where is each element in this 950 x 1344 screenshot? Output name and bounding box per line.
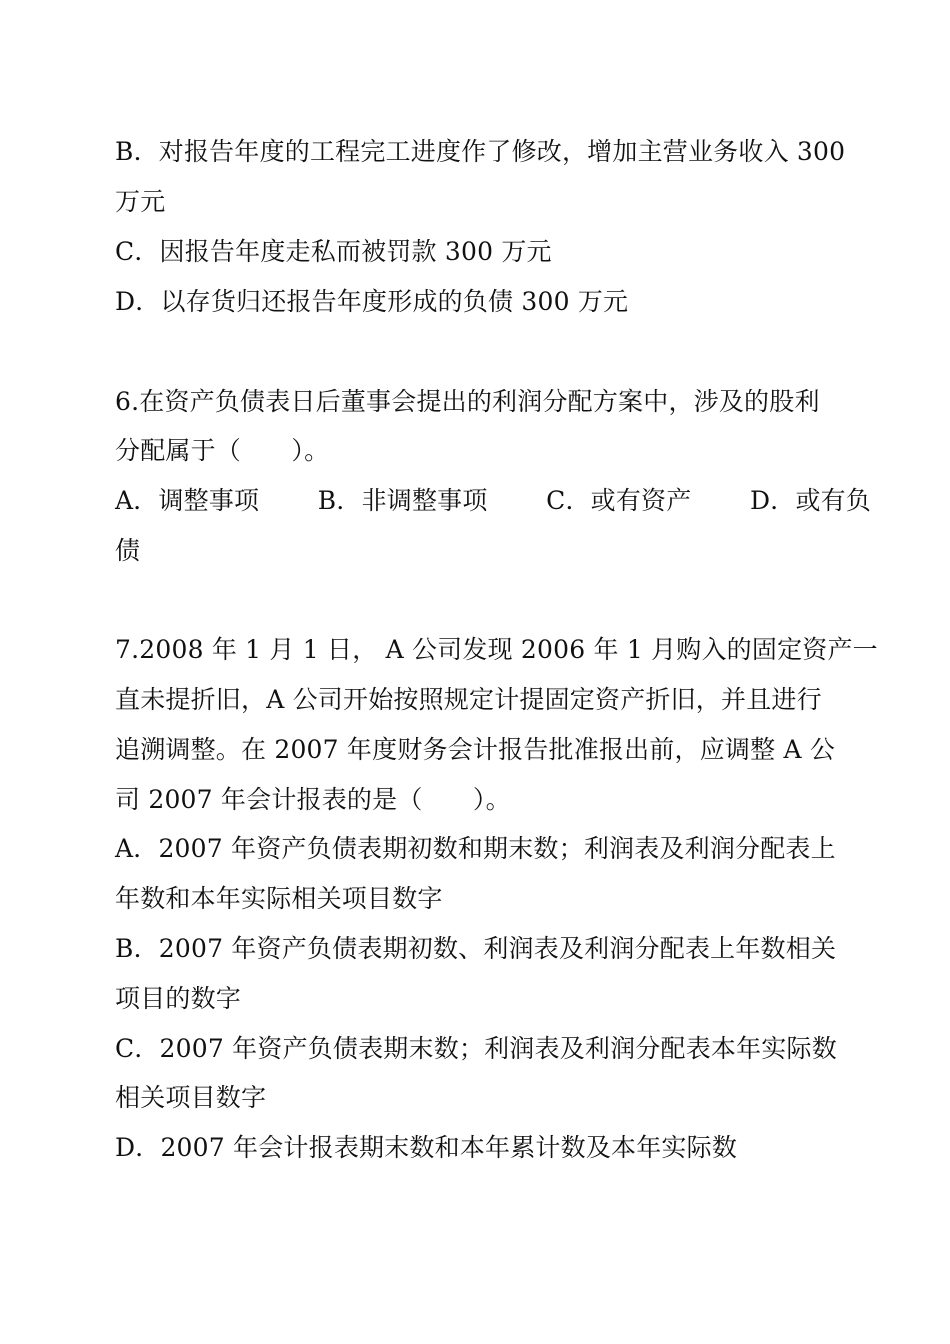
q5-option-b-line2: 万元 <box>115 187 166 216</box>
q7-option-b-line1: B．2007 年资产负债表期初数、利润表及利润分配表上年数相关 <box>115 934 837 963</box>
q7-stem-line3: 追溯调整。在 2007 年度财务会计报告批准报出前，应调整 A 公 <box>115 735 836 764</box>
q5-option-c: C．因报告年度走私而被罚款 300 万元 <box>115 237 552 266</box>
q5-option-d: D．以存货归还报告年度形成的负债 300 万元 <box>115 287 629 316</box>
q6-stem-line2: 分配属于（ ）。 <box>115 436 330 465</box>
q7-option-a-line2: 年数和本年实际相关项目数字 <box>115 884 443 913</box>
q7-option-c-line1: C．2007 年资产负债表期末数；利润表及利润分配表本年实际数 <box>115 1034 837 1063</box>
q6-options-line2: 债 <box>115 536 141 565</box>
q6-stem-line1: 6.在资产负债表日后董事会提出的利润分配方案中，涉及的股利 <box>115 387 820 416</box>
q7-option-c-line2: 相关项目数字 <box>115 1083 267 1112</box>
q7-option-d: D．2007 年会计报表期末数和本年累计数及本年实际数 <box>115 1133 738 1162</box>
q7-stem-line1: 7.2008 年 1 月 1 日， A 公司发现 2006 年 1 月购入的固定资产一 <box>115 635 878 664</box>
q6-options-line1: A．调整事项 B．非调整事项 C．或有资产 D．或有负 <box>115 486 872 515</box>
q7-stem-line2: 直未提折旧，A 公司开始按照规定计提固定资产折旧，并且进行 <box>115 685 822 714</box>
q7-option-b-line2: 项目的数字 <box>115 984 242 1013</box>
q5-option-b-line1: B．对报告年度的工程完工进度作了修改，增加主营业务收入 300 <box>115 137 846 166</box>
q7-option-a-line1: A．2007 年资产负债表期初数和期末数；利润表及利润分配表上 <box>115 834 836 863</box>
q7-stem-line4: 司 2007 年会计报表的是（ ）。 <box>115 785 511 814</box>
